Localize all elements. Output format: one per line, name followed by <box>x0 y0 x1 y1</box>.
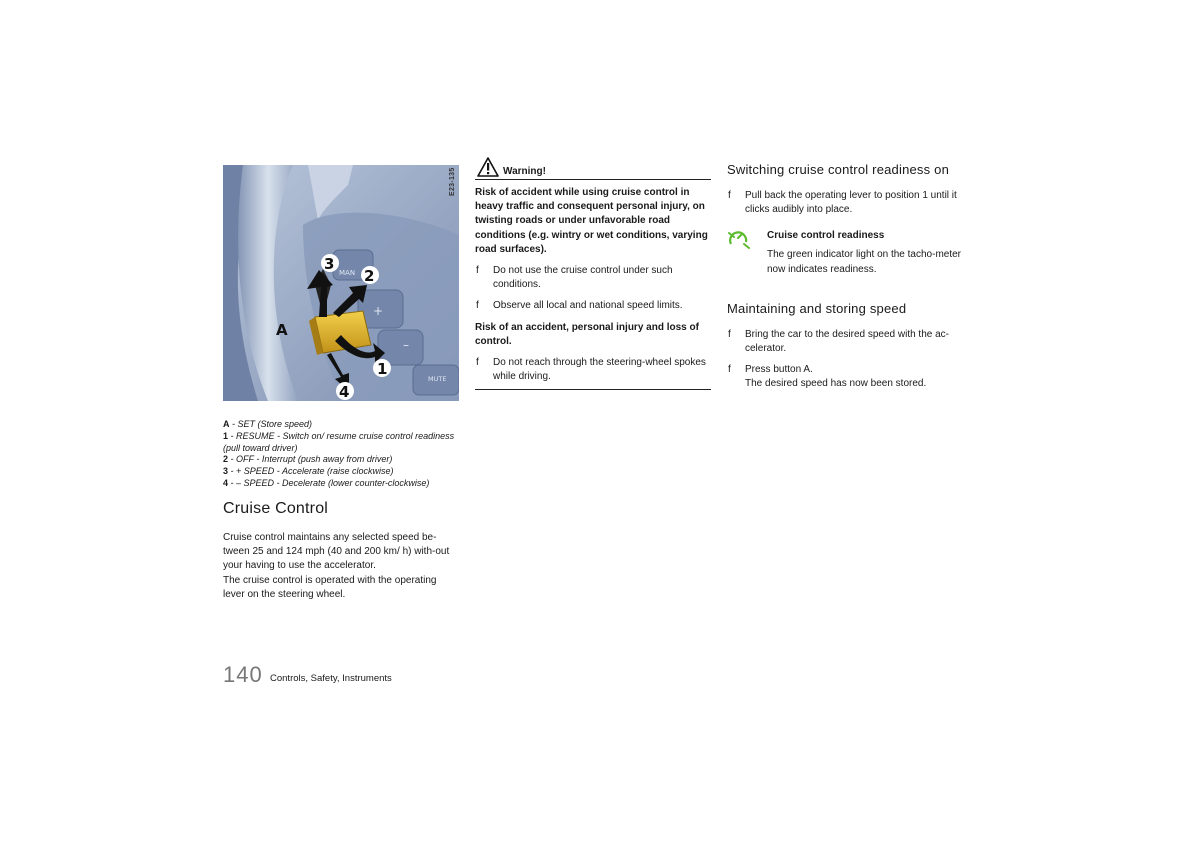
page-number: 140 <box>223 662 263 687</box>
warning-header <box>475 157 711 180</box>
right-column <box>727 162 965 392</box>
intro-text <box>223 531 459 602</box>
minus-button-label: – <box>403 338 409 352</box>
bullet-text: Observe all local and national speed limits. <box>493 300 683 312</box>
caption-row: 4 - – SPEED - Decelerate (lower counter-clockwise) <box>223 477 430 488</box>
bullet-marker: f <box>728 364 731 376</box>
bullet-text: Pull back the operating lever to position 1 until it clicks audibly into place. <box>745 190 957 216</box>
bullet-marker: f <box>728 328 731 340</box>
bullet-text: Bring the car to the desired speed with the ac-celerator. <box>745 328 950 355</box>
callout-4: 4 <box>339 383 350 401</box>
footer-section-name: Controls, Safety, Instruments <box>270 673 392 684</box>
mute-button-label: MUTE <box>428 375 447 383</box>
warning-bottom-rule <box>475 389 711 390</box>
warning-title: Warning! <box>503 166 546 177</box>
note-text: The green indicator light on the tacho-meter now indicates readiness. <box>767 249 961 275</box>
bullet-text: Do not reach through the steering-wheel spokes while driving. <box>493 357 706 383</box>
warning-paragraph: Risk of an accident, personal injury and loss of control. <box>475 321 699 347</box>
list-item <box>475 264 711 292</box>
caption-row: 3 - + SPEED - Accelerate (raise clockwise) <box>223 466 394 477</box>
list-item <box>475 356 711 384</box>
cruise-control-lever-illustration <box>223 165 459 401</box>
list-item <box>727 189 965 217</box>
intro-paragraph: The cruise control is operated with the operating lever on the steering wheel. <box>223 574 437 600</box>
warning-triangle-icon <box>477 157 499 177</box>
switching-heading: Switching cruise control readiness on <box>727 162 950 177</box>
warning-paragraph: Risk of accident while using cruise control in heavy traffic and consequent personal injury, on twisting roads or under unfavorable road conditions (e.g. wintry or wet conditions, varying road surfaces). <box>475 187 708 255</box>
bullet-marker: f <box>476 265 479 277</box>
readiness-note <box>727 229 965 276</box>
callout-3: 3 <box>324 255 335 273</box>
callout-a: A <box>276 321 288 339</box>
man-button-label: MAN <box>339 269 356 277</box>
note-title: Cruise control readiness <box>767 230 885 242</box>
bullet-subtext: The desired speed has now been stored. <box>745 378 927 390</box>
list-item <box>727 363 965 391</box>
plus-button-label: + <box>373 304 384 318</box>
figure-caption <box>223 419 463 490</box>
caption-row: A - SET (Store speed) <box>223 419 313 429</box>
bullet-marker: f <box>728 190 731 201</box>
caption-row: 1 - RESUME - Switch on/ resume cruise control readiness (pull toward driver) <box>223 430 455 453</box>
warning-box <box>475 157 711 390</box>
figure-code: E23-135 <box>449 167 456 196</box>
callout-1: 1 <box>377 360 388 378</box>
bullet-marker: f <box>476 357 479 369</box>
maintaining-heading: Maintaining and storing speed <box>727 300 907 316</box>
cruise-control-indicator-icon <box>727 229 751 249</box>
caption-row: 2 - OFF - Interrupt (push away from driver) <box>223 454 393 465</box>
list-item <box>475 299 711 313</box>
bullet-marker: f <box>476 300 479 312</box>
callout-2: 2 <box>364 267 375 285</box>
section-title: Cruise Control <box>223 500 329 517</box>
bullet-text: Do not use the cruise control under such conditions. <box>493 265 673 291</box>
bullet-text: Press button A. <box>745 364 813 376</box>
intro-paragraph: Cruise control maintains any selected speed be-tween 25 and 124 mph (40 and 200 km/ h) with-out your having to use the accelerator. <box>223 532 450 572</box>
list-item <box>727 328 965 356</box>
